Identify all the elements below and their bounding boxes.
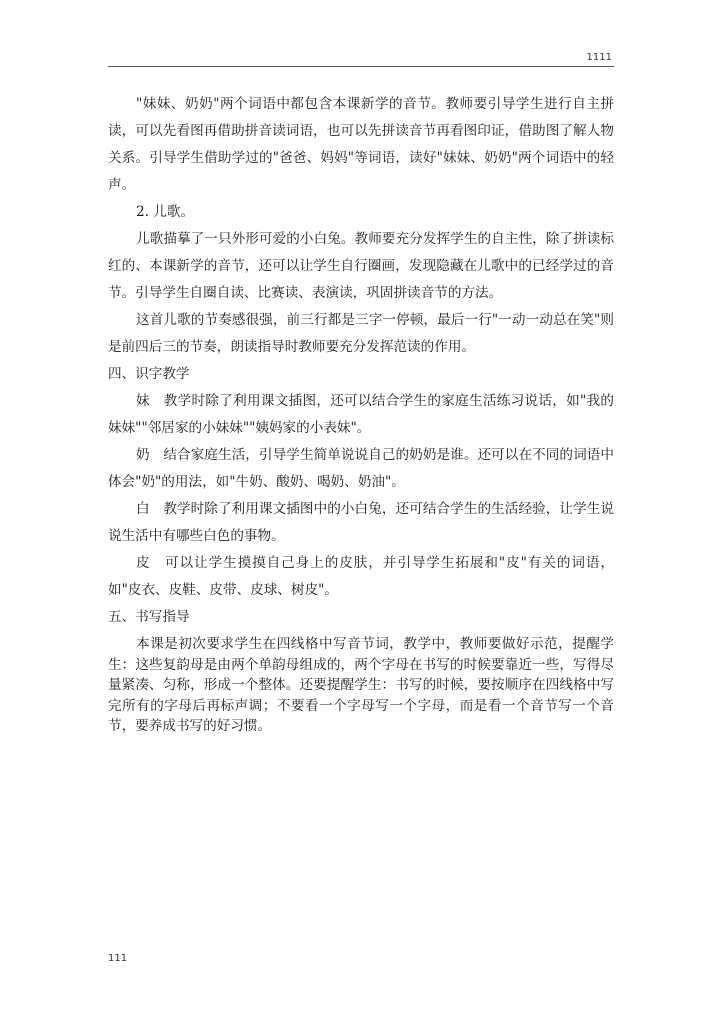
char-item-mei: 妹 教学时除了利用课文插图，还可以结合学生的家庭生活练习说话，如"我的妹妹""邻居家的小妹妹""姨妈家的小表妹"。 [108,393,614,436]
section-4-heading: 四、识字教学 [108,366,190,382]
char-item-bai: 白 教学时除了利用课文插图中的小白兔，还可结合学生的生活经验，让学生说说生活中有哪些白色的事物。 [108,501,614,544]
char-item-nai: 奶 结合家庭生活，引导学生简单说说自己的奶奶是谁。还可以在不同的词语中体会"奶"的用法，如"牛奶、酸奶、喝奶、奶油"。 [108,447,614,490]
document-body [108,91,614,737]
paragraph-rhythm: 这首儿歌的节奏感很强，前三行都是三字一停顿，最后一行"一动一动总在笑"则是前四后三的节奏，朗读指导时教师要充分发挥范读的作用。 [108,312,614,355]
paragraph-mei-nai-words: "妹妹、奶奶"两个词语中都包含本课新学的音节。教师要引导学生进行自主拼读，可以先看图再借助拼音读词语，也可以先拼读音节再看图印证，借助图了解人物关系。引导学生借助学过的"爸爸、妈妈"等词语，读好"妹妹、奶奶"两个词语中的轻声。 [108,96,614,193]
paragraph-nursery-rhyme: 儿歌描摹了一只外形可爱的小白兔。教师要充分发挥学生的自主性，除了拼读标红的、本课新学的音节，还可以让学生自行圈画，发现隐藏在儿歌中的已经学过的音节。引导学生自圈自读、比赛读、表演读，巩固拼读音节的方法。 [108,231,614,301]
item-2-title: 2. 儿歌。 [136,204,195,220]
footer-page-number: 111 [108,953,128,964]
paragraph-writing-guidance: 本课是初次要求学生在四线格中写音节词，教学中，教师要做好示范，提醒学生：这些复韵母是由两个单韵母组成的，两个字母在书写的时候要靠近一些，写得尽量紧凑、匀称，形成一个整体。还要提醒学生：书写的时候，要按顺序在四线格中写完所有的字母后再标声调；不要看一个字母写一个字母，而是看一个音节写一个音节，要养成书写的好习惯。 [108,636,614,734]
section-5-heading: 五、书写指导 [108,609,190,625]
header-page-number: 1111 [586,52,612,63]
header-divider [108,66,614,67]
char-item-pi: 皮 可以让学生摸摸自己身上的皮肤，并引导学生拓展和"皮"有关的词语，如"皮衣、皮鞋、皮带、皮球、树皮"。 [108,555,614,598]
